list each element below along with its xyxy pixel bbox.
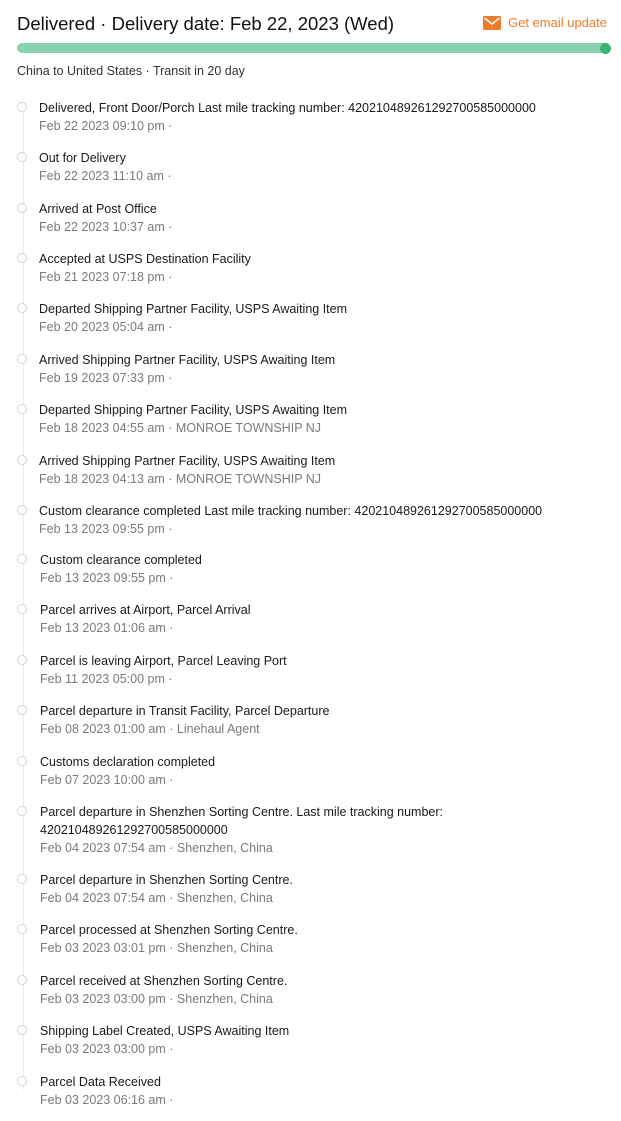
event-separator: · bbox=[165, 621, 174, 635]
event-meta bbox=[39, 520, 172, 538]
event-status: Parcel is leaving Airport, Parcel Leaving Port bbox=[40, 654, 287, 668]
event-status: Out for Delivery bbox=[39, 151, 126, 165]
event-datetime: Feb 03 2023 06:16 am bbox=[40, 1093, 166, 1107]
delivery-status-title: Delivered · Delivery date: Feb 22, 2023 (Wed) bbox=[17, 13, 395, 34]
event-meta bbox=[40, 771, 173, 789]
event-datetime: Feb 22 2023 09:10 pm bbox=[39, 119, 165, 133]
timeline-dot-icon bbox=[17, 1076, 27, 1086]
event-meta bbox=[39, 419, 321, 437]
event-meta bbox=[39, 167, 172, 185]
event-location: Shenzhen, China bbox=[176, 941, 273, 955]
timeline-dot-icon bbox=[17, 806, 27, 816]
event-status: Arrived Shipping Partner Facility, USPS Awaiting Item bbox=[39, 454, 336, 468]
timeline-dot-icon bbox=[17, 303, 27, 313]
event-separator: · bbox=[164, 320, 173, 334]
timeline-dot-icon bbox=[17, 924, 27, 934]
timeline-dot-icon bbox=[17, 455, 27, 465]
event-datetime: Feb 04 2023 07:54 am bbox=[40, 841, 166, 855]
timeline-dot-icon bbox=[17, 1025, 27, 1035]
delivery-progress-bar bbox=[17, 43, 609, 53]
event-datetime: Feb 03 2023 03:00 pm bbox=[40, 992, 166, 1006]
event-status: Delivered, Front Door/Porch Last mile tracking number: 420210489261292700585000000 bbox=[39, 101, 536, 115]
event-separator: · bbox=[165, 941, 177, 955]
event-meta bbox=[39, 268, 172, 286]
timeline-dot-icon bbox=[17, 756, 27, 766]
event-datetime: Feb 11 2023 05:00 pm bbox=[40, 672, 165, 686]
event-status: Departed Shipping Partner Facility, USPS Awaiting Item bbox=[39, 302, 348, 316]
event-separator: · bbox=[164, 371, 173, 385]
event-status: Parcel departure in Shenzhen Sorting Centre. Last mile tracking number: 420210489261292700585000000 bbox=[40, 805, 443, 837]
event-status: Parcel processed at Shenzhen Sorting Centre. bbox=[40, 923, 298, 937]
event-separator: · bbox=[165, 773, 174, 787]
event-separator: · bbox=[164, 220, 173, 234]
envelope-icon bbox=[483, 16, 501, 30]
event-separator: · bbox=[165, 992, 177, 1006]
event-meta bbox=[40, 670, 173, 688]
event-datetime: Feb 03 2023 03:00 pm bbox=[40, 1042, 166, 1056]
event-location: MONROE TOWNSHIP NJ bbox=[175, 472, 322, 486]
event-status: Parcel departure in Transit Facility, Parcel Departure bbox=[40, 704, 330, 718]
event-datetime: Feb 04 2023 07:54 am bbox=[40, 891, 166, 905]
timeline-dot-icon bbox=[17, 505, 27, 515]
event-meta bbox=[40, 1091, 173, 1109]
event-separator: · bbox=[165, 1042, 174, 1056]
event-separator: · bbox=[165, 891, 177, 905]
route-summary: China to United States · Transit in 20 day bbox=[17, 64, 245, 78]
event-meta bbox=[39, 318, 172, 336]
event-meta bbox=[39, 369, 172, 387]
event-meta bbox=[40, 720, 260, 738]
event-datetime: Feb 21 2023 07:18 pm bbox=[39, 270, 165, 284]
event-datetime: Feb 13 2023 09:55 pm bbox=[40, 571, 166, 585]
event-status: Shipping Label Created, USPS Awaiting Item bbox=[40, 1024, 290, 1038]
event-meta bbox=[40, 569, 173, 587]
event-status: Parcel arrives at Airport, Parcel Arrival bbox=[40, 603, 251, 617]
timeline-dot-icon bbox=[17, 354, 27, 364]
event-location: MONROE TOWNSHIP NJ bbox=[175, 421, 322, 435]
event-status: Parcel Data Received bbox=[40, 1075, 161, 1089]
event-status: Arrived at Post Office bbox=[39, 202, 157, 216]
event-status: Parcel received at Shenzhen Sorting Centre. bbox=[40, 974, 288, 988]
event-meta bbox=[39, 470, 321, 488]
get-email-update-label: Get email update bbox=[507, 15, 607, 30]
event-separator: · bbox=[165, 1093, 174, 1107]
event-meta bbox=[39, 117, 172, 135]
event-separator: · bbox=[164, 472, 176, 486]
event-datetime: Feb 03 2023 03:01 pm bbox=[40, 941, 166, 955]
event-meta bbox=[40, 619, 173, 637]
event-location: Shenzhen, China bbox=[176, 891, 273, 905]
event-status: Customs declaration completed bbox=[40, 755, 216, 769]
timeline-dot-icon bbox=[17, 102, 27, 112]
timeline-dot-icon bbox=[17, 152, 27, 162]
timeline-dot-icon bbox=[17, 554, 27, 564]
event-meta bbox=[40, 839, 273, 857]
event-meta bbox=[40, 990, 273, 1008]
timeline-dot-icon bbox=[17, 874, 27, 884]
event-separator: · bbox=[165, 841, 177, 855]
event-datetime: Feb 08 2023 01:00 am bbox=[40, 722, 166, 736]
event-separator: · bbox=[165, 571, 174, 585]
event-separator: · bbox=[164, 119, 173, 133]
delivery-progress-fill bbox=[17, 43, 609, 53]
event-status: Accepted at USPS Destination Facility bbox=[39, 252, 251, 266]
event-meta bbox=[40, 1040, 173, 1058]
event-separator: · bbox=[164, 522, 173, 536]
event-location: Shenzhen, China bbox=[176, 992, 273, 1006]
timeline-dot-icon bbox=[17, 203, 27, 213]
event-datetime: Feb 18 2023 04:13 am bbox=[39, 472, 165, 486]
event-status: Custom clearance completed bbox=[40, 553, 202, 567]
event-datetime: Feb 22 2023 10:37 am bbox=[39, 220, 165, 234]
event-status: Custom clearance completed Last mile tracking number: 420210489261292700585000000 bbox=[39, 504, 543, 518]
timeline-dot-icon bbox=[17, 655, 27, 665]
event-datetime: Feb 19 2023 07:33 pm bbox=[39, 371, 165, 385]
event-meta bbox=[40, 889, 273, 907]
tracking-header bbox=[17, 12, 609, 36]
event-separator: · bbox=[163, 169, 172, 183]
event-separator: · bbox=[165, 722, 177, 736]
event-datetime: Feb 20 2023 05:04 am bbox=[39, 320, 165, 334]
event-meta bbox=[39, 218, 172, 236]
event-datetime: Feb 07 2023 10:00 am bbox=[40, 773, 166, 787]
get-email-update-button[interactable] bbox=[483, 14, 607, 32]
event-datetime: Feb 18 2023 04:55 am bbox=[39, 421, 165, 435]
delivery-progress-end-dot bbox=[600, 43, 611, 54]
event-status: Arrived Shipping Partner Facility, USPS Awaiting Item bbox=[39, 353, 336, 367]
event-separator: · bbox=[164, 421, 176, 435]
event-location: Shenzhen, China bbox=[176, 841, 273, 855]
timeline-dot-icon bbox=[17, 705, 27, 715]
event-datetime: Feb 13 2023 09:55 pm bbox=[39, 522, 165, 536]
timeline-dot-icon bbox=[17, 604, 27, 614]
event-separator: · bbox=[164, 270, 173, 284]
event-status: Departed Shipping Partner Facility, USPS Awaiting Item bbox=[39, 403, 348, 417]
timeline-dot-icon bbox=[17, 975, 27, 985]
event-datetime: Feb 13 2023 01:06 am bbox=[40, 621, 166, 635]
event-meta bbox=[40, 939, 273, 957]
event-status: Parcel departure in Shenzhen Sorting Centre. bbox=[40, 873, 293, 887]
event-datetime: Feb 22 2023 11:10 am bbox=[39, 169, 164, 183]
event-location: Linehaul Agent bbox=[176, 722, 260, 736]
timeline-dot-icon bbox=[17, 253, 27, 263]
timeline-dot-icon bbox=[17, 404, 27, 414]
event-separator: · bbox=[164, 672, 173, 686]
